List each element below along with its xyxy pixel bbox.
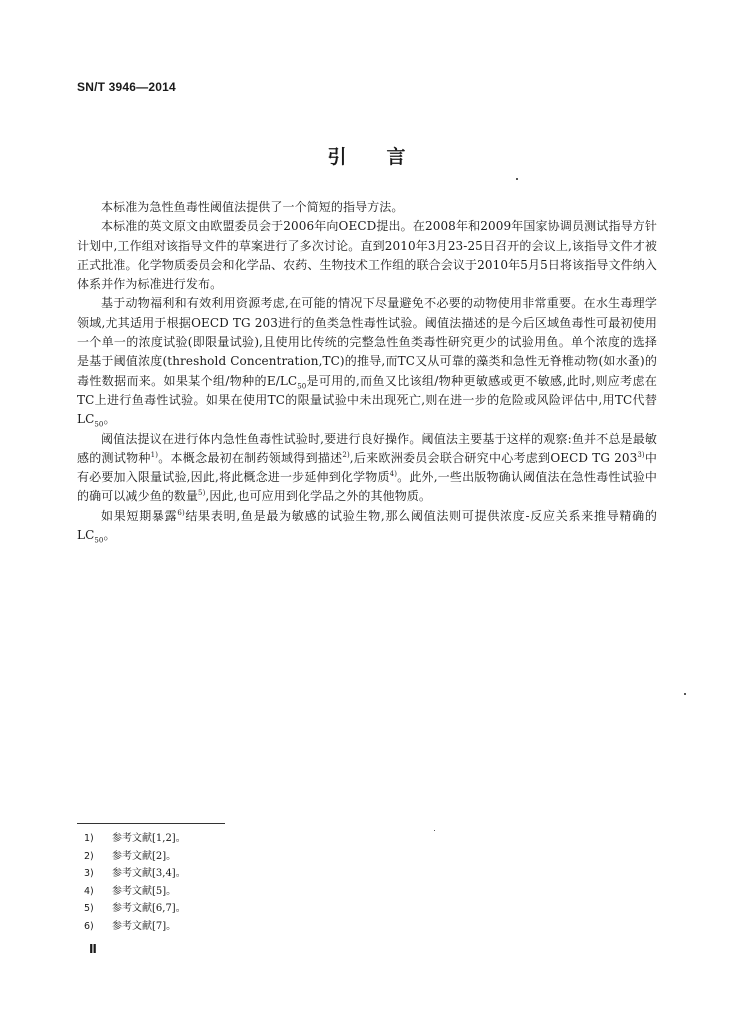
paragraph-5: 如果短期暴露$^{6)}$结果表明,鱼是最为敏感的试验生物,那么阈值法则可提供浓度-反应关系来推导精确的$LC_{50}$。 — [77, 508, 657, 545]
footnote-item: 6) 参考文献[7]。 — [84, 920, 177, 932]
footnote-item: 2) 参考文献[2]。 — [84, 850, 177, 862]
footnote-ref: 6) — [177, 508, 185, 517]
preface-body — [77, 198, 657, 545]
footnote-ref: 2) — [342, 450, 350, 459]
footnote-item: 3) 参考文献[3,4]。 — [84, 868, 186, 880]
page-number: Ⅱ — [89, 942, 97, 956]
footnote-ref: 5) — [198, 489, 206, 498]
footnote-item: 5) 参考文献[6,7]。 — [84, 903, 186, 915]
scan-speck — [434, 830, 435, 831]
footnote-item: 4) 参考文献[5]。 — [84, 885, 177, 897]
page-title: 引言 — [327, 146, 446, 168]
scan-speck — [516, 178, 518, 180]
footnote-item: 1) 参考文献[1,2]。 — [84, 833, 186, 844]
paragraph-2: 本标准的英文原文由欧盟委员会于2006年向OECD提出。在2008年和2009年国家协调员测试指导方针计划中,工作组对该指导文件的草案进行了多次讨论。直到2010年3月23-25日召开的会议上,该指导文件才被正式批准。化学物质委员会和化学品、农药、生物技术工作组的联合会议于2010年5月5日将该指导文件纳入体系并作为标准进行发布。 — [77, 219, 657, 292]
footnote-list — [84, 830, 186, 936]
paragraph-1: 本标准为急性鱼毒性阈值法提供了一个简短的指导方法。 — [101, 200, 404, 214]
paragraph-4: 阈值法提议在进行体内急性鱼毒性试验时,要进行良好操作。阈值法主要基于这样的观察:鱼并不总是最敏感的测试物种$^{1)}$。本概念最初在制药领域得到描述$^{2)}$,后来欧洲委员会联合研究中心考虑到OECD TG 203$^{3)}$中有必要加入限量试验,因此,将此概念进一步延伸到化学物质$^{4)}$。此外,一些出版物确认阈值法在急性毒性试验中的确可以减少鱼的数量$^{5)}$,因此,也可应用到化学品之外的其他物质。 — [77, 431, 657, 504]
footnote-ref: 1) — [150, 450, 159, 459]
footnote-ref: 3) — [637, 450, 645, 459]
standard-code-header: SN/T 3946—2014 — [77, 80, 176, 94]
scan-speck — [684, 693, 686, 695]
footnote-ref: 4) — [389, 470, 398, 479]
paragraph-3: 基于动物福利和有效利用资源考虑,在可能的情况下尽量避免不必要的动物使用非常重要。在水生毒理学领域,尤其适用于根据OECD TG 203进行的鱼类急性毒性试验。阈值法描述的是今后区域鱼毒性可最初使用一个单一的浓度试验(即限量试验),且使用比传统的完整急性鱼类毒性研究更少的试验用鱼。单个浓度的选择是基于阈值浓度(threshold Concentration,TC)的推导,而TC又从可靠的藻类和急性无脊椎动物(如水蚤)的毒性数据而来。如果某个组/物种的$E/LC_{50}$是可用的,而鱼又比该组/物种更敏感或更不敏感,此时,则应考虑在TC上进行鱼毒性试验。如果在使用TC的限量试验中未出现死亡,则在进一步的危险或风险评估中,用TC代替$LC_{50}$。 — [77, 296, 657, 429]
footnote-divider — [77, 823, 225, 824]
